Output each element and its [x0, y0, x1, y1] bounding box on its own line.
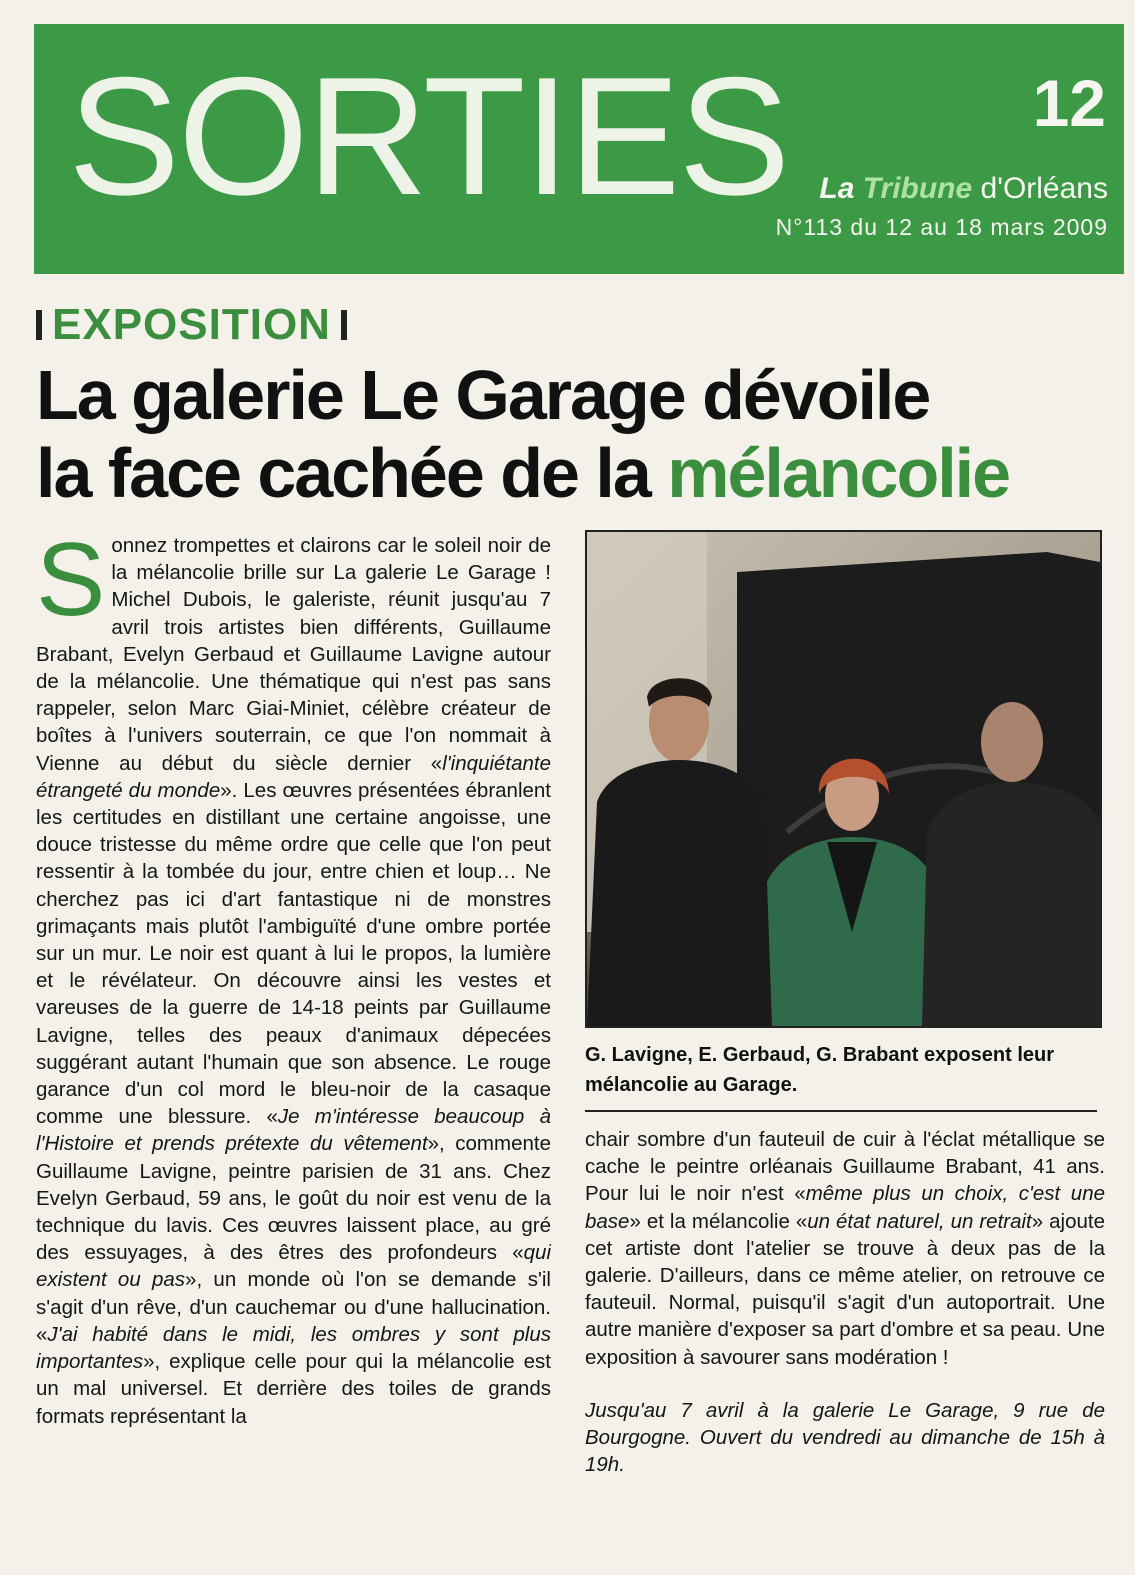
rubric-bar-left	[36, 310, 42, 340]
headline-line-1: La galerie Le Garage dévoile	[36, 356, 930, 434]
quote: l'inquiétante étrangeté du monde	[36, 751, 551, 802]
headline-accent-word: mélancolie	[667, 434, 1010, 512]
headline-line-2	[36, 434, 1126, 512]
text-run: » et la mélancolie «	[629, 1209, 808, 1233]
section-banner	[34, 24, 1124, 274]
quote: même plus un choix, c'est une base	[585, 1182, 1105, 1233]
quote: Je m'intéresse beaucoup à l'Histoire et prends prétexte du vêtement	[36, 1105, 551, 1156]
text-run: », un monde où l'on se demande s'il s'agit d'un rêve, d'un cauchemar ou d'une hallucination. «	[36, 1268, 551, 1346]
text-run: chair sombre d'un fauteuil de cuir à l'éclat métallique se cache le peintre orléanais Guillaume Brabant, 41 ans. Pour lui le noir n'est «	[585, 1128, 1105, 1206]
exhibition-info: Jusqu'au 7 avril à la galerie Le Garage, 9 rue de Bourgogne. Ouvert du vendredi au dimanche de 15h à 19h.	[585, 1398, 1105, 1477]
article-headline	[36, 356, 1126, 512]
article-column-left	[36, 532, 551, 1567]
quote: J'ai habité dans le midi, les ombres y sont plus importantes	[36, 1322, 551, 1374]
rubric-bar-right	[341, 310, 347, 340]
headline-line-2-text: la face cachée de la	[36, 434, 650, 512]
page-number: 12	[1032, 66, 1106, 140]
article-paragraph-2	[585, 1126, 1105, 1371]
drop-cap: S	[36, 532, 106, 638]
section-title: SORTIES	[68, 42, 789, 230]
newspaper-name-tribune: Tribune	[862, 172, 973, 205]
text-run: » ajoute cet artiste dont l'atelier se trouve à deux pas de la galerie. D'ailleurs, dans ce même atelier, on retrouve ce fauteuil. Normal, puisqu'il s'agit d'un autoportrait. Une autre manière d'exposer sa part d'ombre et sa peau. Une exposition à savourer sans modération !	[585, 1209, 1105, 1369]
photo-illustration	[587, 532, 1100, 1026]
article-column-right	[585, 1126, 1105, 1556]
quote: un état naturel, un retrait	[807, 1209, 1032, 1233]
newspaper-name-city: d'Orléans	[980, 172, 1108, 205]
article-photo	[585, 530, 1102, 1028]
newspaper-name-la: La	[819, 172, 855, 205]
text-run: », explique celle pour qui la mélancolie est un mal universel. Et derrière des toiles de grands formats représentant la	[36, 1350, 551, 1428]
text-run: ». Les œuvres présentées ébranlent les certitudes en distillant une certaine angoisse, une douce tristesse du même ordre que celle que l'on peut ressentir à la tombée du jour, entre chien et loup… Ne cherchez pas ici d'art fantastique ni de monstres grimaçants mais plutôt l'ambiguïté d'une ombre portée sur un mur. Le noir est quant à lui le propos, la lumière et le révélateur. On découvre ainsi les vestes et vareuses de la guerre de 14-18 peints par Guillaume Lavigne, telles des peaux d'animaux dépecées suggérant autant l'humain que son absence. Le rouge garance d'un col mord le bleu-noir de la casaque comme une blessure. «	[36, 778, 551, 1129]
issue-info: N°113 du 12 au 18 mars 2009	[775, 214, 1108, 240]
photo-caption: G. Lavigne, E. Gerbaud, G. Brabant exposent leur mélancolie au Garage.	[585, 1044, 1054, 1096]
quote: qui existent ou pas	[36, 1241, 551, 1292]
rubric	[36, 300, 347, 350]
text-run: », commente Guillaume Lavigne, peintre parisien de 31 ans. Chez Evelyn Gerbaud, 59 ans, le goût du noir est venu de la technique du lavis. Ces œuvres laissent place, au gré des essuyages, à des êtres des profondeurs «	[36, 1132, 551, 1265]
column-divider	[585, 1110, 1097, 1112]
article-paragraph-1	[36, 532, 551, 1430]
text-run: onnez trompettes et clairons car le soleil noir de la mélancolie brille sur La galerie Le Garage ! Michel Dubois, le galeriste, réunit jusqu'au 7 avril trois artistes bien différents, Guillaume Brabant, Evelyn Gerbaud et Guillaume Lavigne autour de la mélancolie. Une thématique qui n'est pas sans rappeler, selon Marc Giai-Miniet, célèbre créateur de boîtes à l'univers souterrain, ce que l'on nommait à Vienne au début du siècle dernier «	[36, 534, 551, 775]
newspaper-name	[819, 174, 1108, 204]
rubric-label: EXPOSITION	[52, 300, 331, 349]
